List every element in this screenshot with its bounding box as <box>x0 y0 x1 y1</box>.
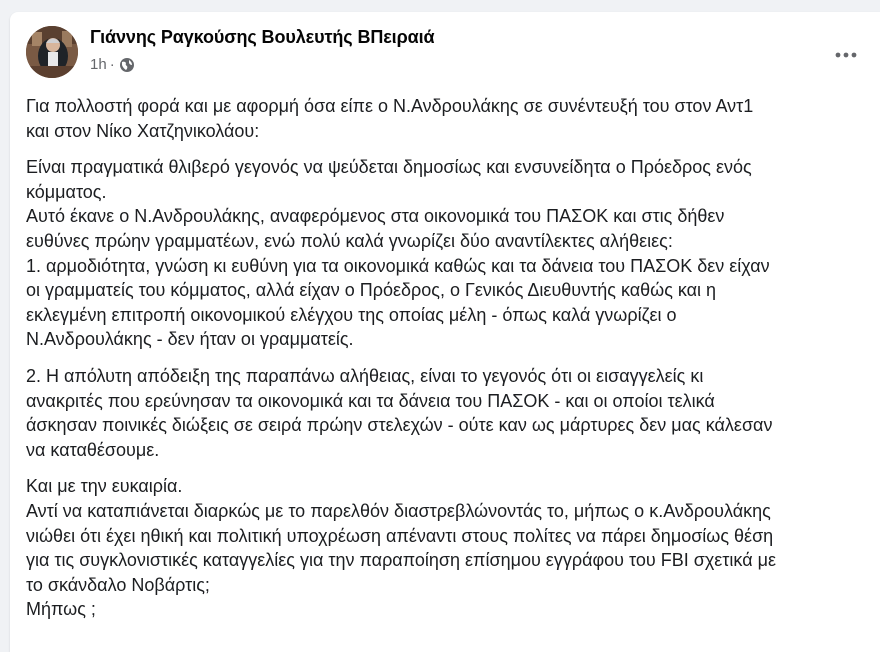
post-line: Αυτό έκανε ο Ν.Ανδρουλάκης, αναφερόμενος στα οικονομικά του ΠΑΣΟΚ και στις δήθεν <box>26 206 725 227</box>
post-line: κόμματος. <box>26 181 107 202</box>
more-options-button[interactable] <box>826 34 866 74</box>
avatar-photo <box>26 26 78 78</box>
post-line: για τις συγκλονιστικές καταγγελίες για την παραποίηση επίσημου εγγράφου του FBI σχετικά με <box>26 550 776 571</box>
post-card <box>10 12 880 652</box>
post-meta <box>90 56 135 73</box>
post-line: το σκάνδαλο Νοβάρτις; <box>26 574 210 595</box>
post-line: 2. Η απόλυτη απόδειξη της παραπάνω αλήθειας, είναι το γεγονός ότι οι εισαγγελείς κι <box>26 365 704 386</box>
post-line: Είναι πραγματικά θλιβερό γεγονός να ψεύδεται δημοσίως και ενσυνείδητα ο Πρόεδρος ενός <box>26 157 752 178</box>
post-line: Μήπως ; <box>26 599 96 620</box>
more-options-icon <box>835 45 857 63</box>
post-line: και στον Νίκο Χατζηνικολάου: <box>26 120 260 141</box>
post-line: οι γραμματείς του κόμματος, αλλά είχαν ο Πρόεδρος, ο Γενικός Διευθυντής καθώς και η <box>26 280 717 301</box>
post-line: νιώθει ότι έχει ηθική και πολιτική υποχρέωση απέναντι στους πολίτες να πάρει δημοσίως θέση <box>26 525 774 546</box>
post-line: Αντί να καταπιάνεται διαρκώς με το παρελθόν διαστρεβλώνοντάς το, μήπως ο κ.Ανδρουλάκης <box>26 500 771 521</box>
post-line: Και με την ευκαιρία. <box>26 476 183 497</box>
meta-separator: · <box>109 56 115 73</box>
post-line: 1. αρμοδιότητα, γνώση κι ευθύνη για τα οικονομικά καθώς και τα δάνεια του ΠΑΣΟΚ δεν είχαν <box>26 255 770 276</box>
post-time[interactable]: 1h <box>90 56 107 73</box>
post-header <box>26 26 866 80</box>
post-line: Για πολλοστή φορά και με αφορμή όσα είπε ο Ν.Ανδρουλάκης σε συνέντευξή του στον Αντ1 <box>26 96 754 116</box>
post-line: ευθύνες πρώην γραμματέων, ενώ πολύ καλά γνωρίζει δύο αναντίλεκτες αλήθειες: <box>26 230 673 251</box>
post-line: Ν.Ανδρουλάκης - δεν ήταν οι γραμματείς. <box>26 329 354 350</box>
post-paragraph-4 <box>26 474 866 622</box>
author-avatar[interactable] <box>26 26 78 78</box>
post-paragraph-2 <box>26 155 866 352</box>
author-name[interactable]: Γιάννης Ραγκούσης Βουλευτής ΒΠειραιά <box>90 27 435 47</box>
post-paragraph-3 <box>26 364 866 462</box>
post-paragraph-1 <box>26 94 866 143</box>
post-line: άσκησαν ποινικές διώξεις σε σειρά πρώην στελεχών - ούτε καν ως μάρτυρες δεν μας κάλεσαν <box>26 415 773 436</box>
post-line: να καταθέσουμε. <box>26 439 160 460</box>
post-line: ανακριτές που ερεύνησαν τα οικονομικά και τα δάνεια του ΠΑΣΟΚ - και οι οποίοι τελικά <box>26 390 715 411</box>
post-line: εκλεγμένη επιτροπή οικονομικού ελέγχου της οποίας μέλη - όπως καλά γνωρίζει ο <box>26 304 677 325</box>
globe-icon <box>119 57 135 73</box>
post-text <box>26 94 866 634</box>
